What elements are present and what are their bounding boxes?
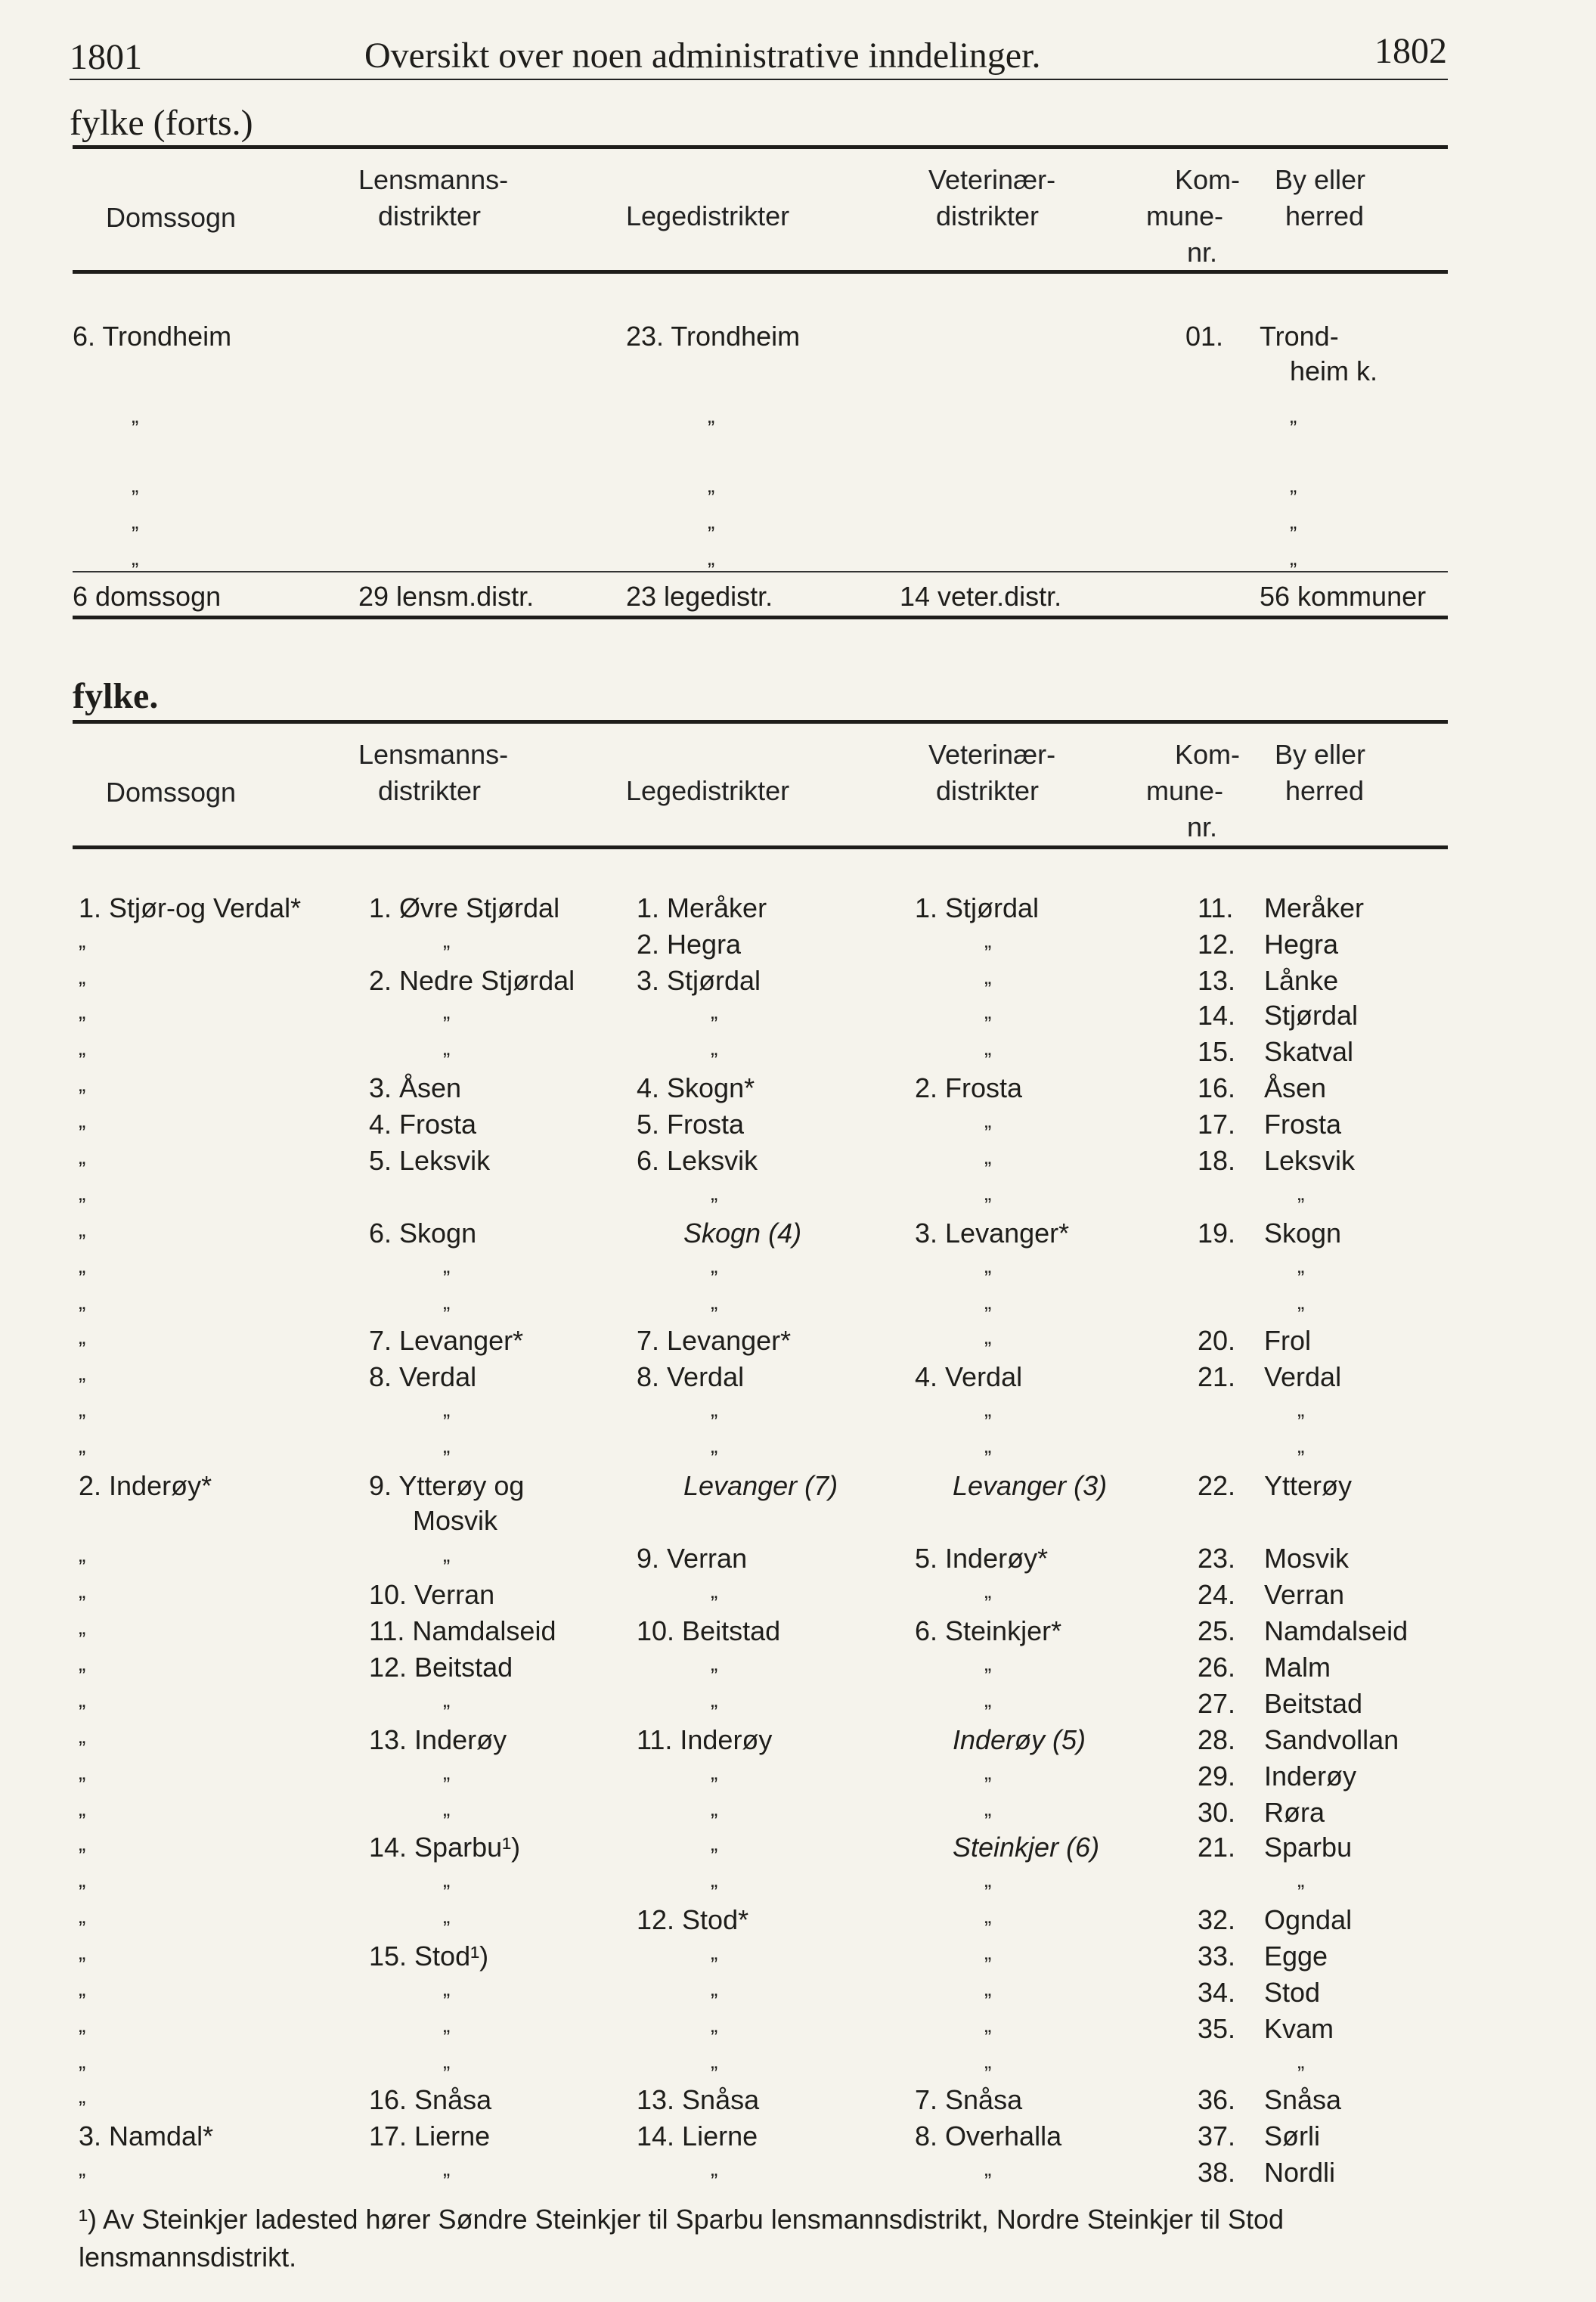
herred-cell: Verdal [1264, 1361, 1342, 1392]
lensmann-cell: 3. Åsen [369, 1072, 462, 1103]
veterinaer-cell: 8. Overhalla [915, 2121, 1062, 2152]
kommune-cell: 13. [1198, 965, 1236, 996]
kommune-cell: 26. [1198, 1652, 1236, 1683]
lensmann-cell: 14. Sparbu¹) [369, 1832, 521, 1863]
herred-cell: Snåsa [1264, 2084, 1342, 2115]
lege-cell: „ [711, 2013, 718, 2037]
domssogn-cell: „ [79, 1218, 86, 1241]
lege-cell: „ [711, 2049, 718, 2073]
lege-cell: 13. Snåsa [637, 2084, 760, 2115]
herred-cell: Lånke [1264, 965, 1339, 996]
domssogn-cell: „ [79, 1000, 86, 1023]
lege-cell: 14. Lierne [637, 2121, 758, 2152]
lensmann-cell: 11. Namdalseid [369, 1615, 556, 1646]
domssogn-cell: „ [79, 2084, 86, 2108]
total-lensmann: 29 lensm.distr. [358, 581, 535, 612]
veterinaer-cell: „ [984, 1652, 992, 1675]
veterinaer-cell: „ [984, 929, 992, 952]
veterinaer-cell: „ [984, 965, 992, 988]
s1-row-domssogn: „ [132, 404, 139, 427]
domssogn-cell: „ [79, 1724, 86, 1748]
lege-cell: „ [711, 1579, 718, 1602]
veterinaer-cell: „ [984, 1434, 992, 1457]
veterinaer-cell: „ [984, 1398, 992, 1421]
lege-cell: 10. Beitstad [637, 1615, 781, 1646]
total-kommuner: 56 kommuner [1260, 581, 1427, 612]
header-kommune-2: mune- [1146, 775, 1224, 806]
kommune-cell: 21. [1198, 1361, 1236, 1392]
lensmann-cell: „ [443, 1688, 451, 1711]
domssogn-cell: „ [79, 1109, 86, 1132]
lensmann-cell: „ [443, 1000, 451, 1023]
lege-cell: 12. Stod* [637, 1904, 749, 1935]
kommune-cell: 15. [1198, 1036, 1236, 1067]
herred-cell: Egge [1264, 1941, 1328, 1972]
herred-cell: Sparbu [1264, 1832, 1353, 1863]
lege-cell: „ [711, 1290, 718, 1314]
lensmann-cell: 10. Verran [369, 1579, 495, 1610]
s1-row-by: „ [1290, 473, 1297, 497]
header-kommune-1: Kom- [1175, 739, 1241, 770]
kommune-cell: 16. [1198, 1072, 1236, 1103]
header-lege: Legedistrikter [626, 775, 790, 806]
kommune-cell: 22. [1198, 1470, 1236, 1501]
section2-header-rule [73, 845, 1448, 849]
herred-cell: „ [1297, 1290, 1305, 1314]
s1-row-domssogn: „ [132, 473, 139, 497]
lege-cell: Skogn (4) [683, 1218, 802, 1249]
lensmann-cell: 2. Nedre Stjørdal [369, 965, 575, 996]
veterinaer-cell: „ [984, 1977, 992, 2000]
lege-cell: 4. Skogn* [637, 1072, 755, 1103]
s1-row-domssogn: „ [132, 510, 139, 533]
kommune-cell: 23. [1198, 1543, 1236, 1574]
header-lege: Legedistrikter [626, 200, 790, 231]
veterinaer-cell: 6. Steinkjer* [915, 1615, 1062, 1646]
lensmann-cell: „ [443, 1543, 451, 1566]
lensmann-cell: „ [443, 1254, 451, 1277]
veterinaer-cell: „ [984, 1325, 992, 1348]
domssogn-cell: „ [79, 929, 86, 952]
lege-cell: „ [711, 1977, 718, 2000]
domssogn-cell: „ [79, 1036, 86, 1059]
kommune-cell: 11. [1198, 892, 1234, 923]
herred-cell: Malm [1264, 1652, 1331, 1683]
veterinaer-cell: „ [984, 1181, 992, 1205]
kommune-cell: 33. [1198, 1941, 1236, 1972]
section1-top-rule [73, 145, 1448, 149]
kommune-cell: 24. [1198, 1579, 1236, 1610]
lensmann-cell: „ [443, 1290, 451, 1314]
header-by-2: herred [1285, 775, 1365, 806]
herred-cell: „ [1297, 1434, 1305, 1457]
domssogn-cell: „ [79, 1579, 86, 1602]
lege-cell: 6. Leksvik [637, 1145, 758, 1176]
lensmann-cell: „ [443, 2049, 451, 2073]
lege-cell: „ [711, 1868, 718, 1891]
domssogn-cell: „ [79, 1181, 86, 1205]
lege-cell: „ [711, 1941, 718, 1964]
kommune-cell: 28. [1198, 1724, 1236, 1755]
veterinaer-cell: „ [984, 1941, 992, 1964]
herred-cell: Nordli [1264, 2157, 1336, 2188]
header-by-1: By eller [1275, 164, 1366, 195]
lensmann-cell: 15. Stod¹) [369, 1941, 489, 1972]
domssogn-cell: „ [79, 2013, 86, 2037]
s1-row-lege: 23. Trondheim [626, 321, 801, 352]
lege-cell: „ [711, 1652, 718, 1675]
lege-cell: „ [711, 1036, 718, 1059]
herred-cell: Stod [1264, 1977, 1321, 2008]
herred-cell: „ [1297, 2049, 1305, 2073]
lege-cell: Levanger (7) [683, 1470, 838, 1501]
s1-row-lege: „ [708, 510, 715, 533]
header-lensmann-1: Lensmanns- [358, 739, 509, 770]
lensmann-cell: „ [443, 1977, 451, 2000]
veterinaer-cell: 5. Inderøy* [915, 1543, 1049, 1574]
header-kommune-1: Kom- [1175, 164, 1241, 195]
veterinaer-cell: „ [984, 1868, 992, 1891]
lege-cell: 2. Hegra [637, 929, 742, 960]
domssogn-cell: „ [79, 1361, 86, 1385]
lege-cell: „ [711, 1398, 718, 1421]
herred-cell: Sørli [1264, 2121, 1320, 2152]
lege-cell: „ [711, 1000, 718, 1023]
lensmann-cell: 13. Inderøy [369, 1724, 507, 1755]
kommune-cell: 14. [1198, 1000, 1236, 1031]
lensmann-cell: „ [443, 1904, 451, 1928]
header-domssogn: Domssogn [106, 777, 237, 808]
kommune-cell: 18. [1198, 1145, 1236, 1176]
veterinaer-cell: „ [984, 1109, 992, 1132]
lensmann-cell: 1. Øvre Stjørdal [369, 892, 560, 923]
section1-title: fylke (forts.) [70, 103, 253, 143]
veterinaer-cell: 3. Levanger* [915, 1218, 1070, 1249]
veterinaer-cell: „ [984, 1688, 992, 1711]
header-by-2: herred [1285, 200, 1365, 231]
veterinaer-cell: 7. Snåsa [915, 2084, 1023, 2115]
herred-cell: Sandvollan [1264, 1724, 1399, 1755]
domssogn-cell: „ [79, 1543, 86, 1566]
veterinaer-cell: „ [984, 2013, 992, 2037]
lensmann-cell: „ [443, 2013, 451, 2037]
header-veterinaer-1: Veterinær- [928, 164, 1056, 195]
veterinaer-cell: 4. Verdal [915, 1361, 1023, 1392]
lensmann-cell-cont: Mosvik [413, 1505, 498, 1536]
domssogn-cell: „ [79, 1761, 86, 1784]
section2-title: fylke. [73, 676, 159, 716]
herred-cell: Leksvik [1264, 1145, 1356, 1176]
header-kommune-3: nr. [1187, 237, 1218, 268]
lensmann-cell: 6. Skogn [369, 1218, 477, 1249]
veterinaer-cell: „ [984, 1036, 992, 1059]
right-page-number: 1802 [1374, 31, 1447, 71]
header-veterinaer-2: distrikter [936, 200, 1040, 231]
lege-cell: „ [711, 1832, 718, 1855]
herred-cell: Namdalseid [1264, 1615, 1409, 1646]
veterinaer-cell: Steinkjer (6) [953, 1832, 1100, 1863]
total-domssogn: 6 domssogn [73, 581, 222, 612]
kommune-cell: 21. [1198, 1832, 1236, 1863]
herred-cell: Mosvik [1264, 1543, 1350, 1574]
herred-cell: Stjørdal [1264, 1000, 1359, 1031]
herred-cell: „ [1297, 1254, 1305, 1277]
kommune-cell: 36. [1198, 2084, 1236, 2115]
herred-cell: Ogndal [1264, 1904, 1353, 1935]
herred-cell: Frosta [1264, 1109, 1342, 1140]
domssogn-cell: „ [79, 1434, 86, 1457]
domssogn-cell: „ [79, 1868, 86, 1891]
herred-cell: Frol [1264, 1325, 1311, 1356]
lensmann-cell: „ [443, 1398, 451, 1421]
herred-cell: Hegra [1264, 929, 1339, 960]
lege-cell: „ [711, 1797, 718, 1820]
kommune-cell: 12. [1198, 929, 1236, 960]
lensmann-cell: „ [443, 929, 451, 952]
s1-row-by: „ [1290, 546, 1297, 569]
veterinaer-cell: „ [984, 1797, 992, 1820]
header-lensmann-2: distrikter [378, 200, 482, 231]
veterinaer-cell: „ [984, 1145, 992, 1168]
herred-cell: Skogn [1264, 1218, 1342, 1249]
lensmann-cell: 8. Verdal [369, 1361, 477, 1392]
domssogn-cell: „ [79, 1072, 86, 1096]
domssogn-cell: „ [79, 1290, 86, 1314]
lege-cell: 1. Meråker [637, 892, 767, 923]
lege-cell: „ [711, 1761, 718, 1784]
lege-cell: 8. Verdal [637, 1361, 745, 1392]
lensmann-cell: „ [443, 1434, 451, 1457]
s1-row-by-2: heim k. [1290, 355, 1378, 386]
lege-cell: „ [711, 1434, 718, 1457]
lensmann-cell: „ [443, 1797, 451, 1820]
header-by-1: By eller [1275, 739, 1366, 770]
lege-cell: 11. Inderøy [637, 1724, 773, 1755]
left-page-number: 1801 [70, 37, 142, 77]
kommune-cell: 19. [1198, 1218, 1236, 1249]
herred-cell: Ytterøy [1264, 1470, 1353, 1501]
kommune-cell: 35. [1198, 2013, 1236, 2044]
lege-cell: 5. Frosta [637, 1109, 745, 1140]
herred-cell: „ [1297, 1868, 1305, 1891]
veterinaer-cell: „ [984, 1904, 992, 1928]
lege-cell: 3. Stjørdal [637, 965, 761, 996]
domssogn-cell: „ [79, 1832, 86, 1855]
lensmann-cell: „ [443, 1868, 451, 1891]
veterinaer-cell: „ [984, 1254, 992, 1277]
header-rule [70, 79, 1448, 80]
s1-row-kommune: 01. [1185, 321, 1224, 352]
domssogn-cell: 3. Namdal* [79, 2121, 214, 2152]
kommune-cell: 37. [1198, 2121, 1236, 2152]
herred-cell: Åsen [1264, 1072, 1327, 1103]
lensmann-cell: „ [443, 1761, 451, 1784]
veterinaer-cell: 2. Frosta [915, 1072, 1023, 1103]
herred-cell: „ [1297, 1181, 1305, 1205]
domssogn-cell: „ [79, 2049, 86, 2073]
herred-cell: Meråker [1264, 892, 1365, 923]
kommune-cell: 17. [1198, 1109, 1236, 1140]
kommune-cell: 27. [1198, 1688, 1236, 1719]
section2-top-rule [73, 720, 1448, 724]
kommune-cell: 38. [1198, 2157, 1236, 2188]
s1-row-lege: „ [708, 546, 715, 569]
lensmann-cell: 17. Lierne [369, 2121, 491, 2152]
veterinaer-cell: „ [984, 1000, 992, 1023]
kommune-cell: 34. [1198, 1977, 1236, 2008]
domssogn-cell: „ [79, 1977, 86, 2000]
header-veterinaer-1: Veterinær- [928, 739, 1056, 770]
total-lege: 23 legedistr. [626, 581, 773, 612]
domssogn-cell: „ [79, 1941, 86, 1964]
veterinaer-cell: „ [984, 1579, 992, 1602]
veterinaer-cell: „ [984, 2157, 992, 2180]
veterinaer-cell: „ [984, 1290, 992, 1314]
domssogn-cell: „ [79, 1145, 86, 1168]
kommune-cell: 25. [1198, 1615, 1236, 1646]
domssogn-cell: „ [79, 2157, 86, 2180]
domssogn-cell: „ [79, 1254, 86, 1277]
lensmann-cell: 9. Ytterøy og [369, 1470, 525, 1501]
lensmann-cell: 12. Beitstad [369, 1652, 513, 1683]
lege-cell: „ [711, 1181, 718, 1205]
s1-row-lege: „ [708, 404, 715, 427]
domssogn-cell: „ [79, 965, 86, 988]
header-kommune-2: mune- [1146, 200, 1224, 231]
domssogn-cell: „ [79, 1688, 86, 1711]
kommune-cell: 20. [1198, 1325, 1236, 1356]
domssogn-cell: „ [79, 1797, 86, 1820]
herred-cell: Kvam [1264, 2013, 1334, 2044]
herred-cell: Beitstad [1264, 1688, 1363, 1719]
domssogn-cell: „ [79, 1325, 86, 1348]
lege-cell: 9. Verran [637, 1543, 748, 1574]
domssogn-cell: „ [79, 1398, 86, 1421]
header-lensmann-2: distrikter [378, 775, 482, 806]
lensmann-cell: 16. Snåsa [369, 2084, 492, 2115]
domssogn-cell: 2. Inderøy* [79, 1470, 212, 1501]
lensmann-cell: 7. Levanger* [369, 1325, 524, 1356]
header-domssogn: Domssogn [106, 202, 237, 233]
herred-cell: Inderøy [1264, 1761, 1357, 1792]
s1-row-by: „ [1290, 404, 1297, 427]
total-veterinaer: 14 veter.distr. [900, 581, 1062, 612]
lege-cell: 7. Levanger* [637, 1325, 792, 1356]
header-veterinaer-2: distrikter [936, 775, 1040, 806]
domssogn-cell: „ [79, 1652, 86, 1675]
lensmann-cell: 5. Leksvik [369, 1145, 491, 1176]
herred-cell: Verran [1264, 1579, 1345, 1610]
lensmann-cell: „ [443, 2157, 451, 2180]
footnote: ¹) Av Steinkjer ladested hører Søndre Steinkjer til Sparbu lensmannsdistrikt, Nordre Steinkjer til Stod lensmannsdistrikt. [79, 2204, 1285, 2273]
header-kommune-3: nr. [1187, 811, 1218, 842]
section1-totals-rule [73, 571, 1448, 572]
section1-header-rule [73, 270, 1448, 274]
veterinaer-cell: Levanger (3) [953, 1470, 1108, 1501]
kommune-cell: 30. [1198, 1797, 1236, 1828]
lege-cell: „ [711, 1688, 718, 1711]
herred-cell: „ [1297, 1398, 1305, 1421]
veterinaer-cell: „ [984, 1761, 992, 1784]
veterinaer-cell: „ [984, 2049, 992, 2073]
veterinaer-cell: Inderøy (5) [953, 1724, 1086, 1755]
section1-bottom-rule [73, 616, 1448, 619]
kommune-cell: 32. [1198, 1904, 1236, 1935]
s1-row-lege: „ [708, 473, 715, 497]
s1-row-domssogn: „ [132, 546, 139, 569]
kommune-cell: 29. [1198, 1761, 1236, 1792]
lensmann-cell: „ [443, 1036, 451, 1059]
domssogn-cell: „ [79, 1904, 86, 1928]
lege-cell: „ [711, 2157, 718, 2180]
domssogn-cell: 1. Stjør-og Verdal* [79, 892, 302, 923]
s1-row-by-1: Trond- [1260, 321, 1339, 352]
s1-row-domssogn: 6. Trondheim [73, 321, 232, 352]
header-lensmann-1: Lensmanns- [358, 164, 509, 195]
page-title: Oversikt over noen administrative inndelinger. [364, 36, 1041, 76]
domssogn-cell: „ [79, 1615, 86, 1639]
herred-cell: Røra [1264, 1797, 1325, 1828]
lege-cell: „ [711, 1254, 718, 1277]
lensmann-cell: 4. Frosta [369, 1109, 477, 1140]
herred-cell: Skatval [1264, 1036, 1354, 1067]
veterinaer-cell: 1. Stjørdal [915, 892, 1040, 923]
s1-row-by: „ [1290, 510, 1297, 533]
